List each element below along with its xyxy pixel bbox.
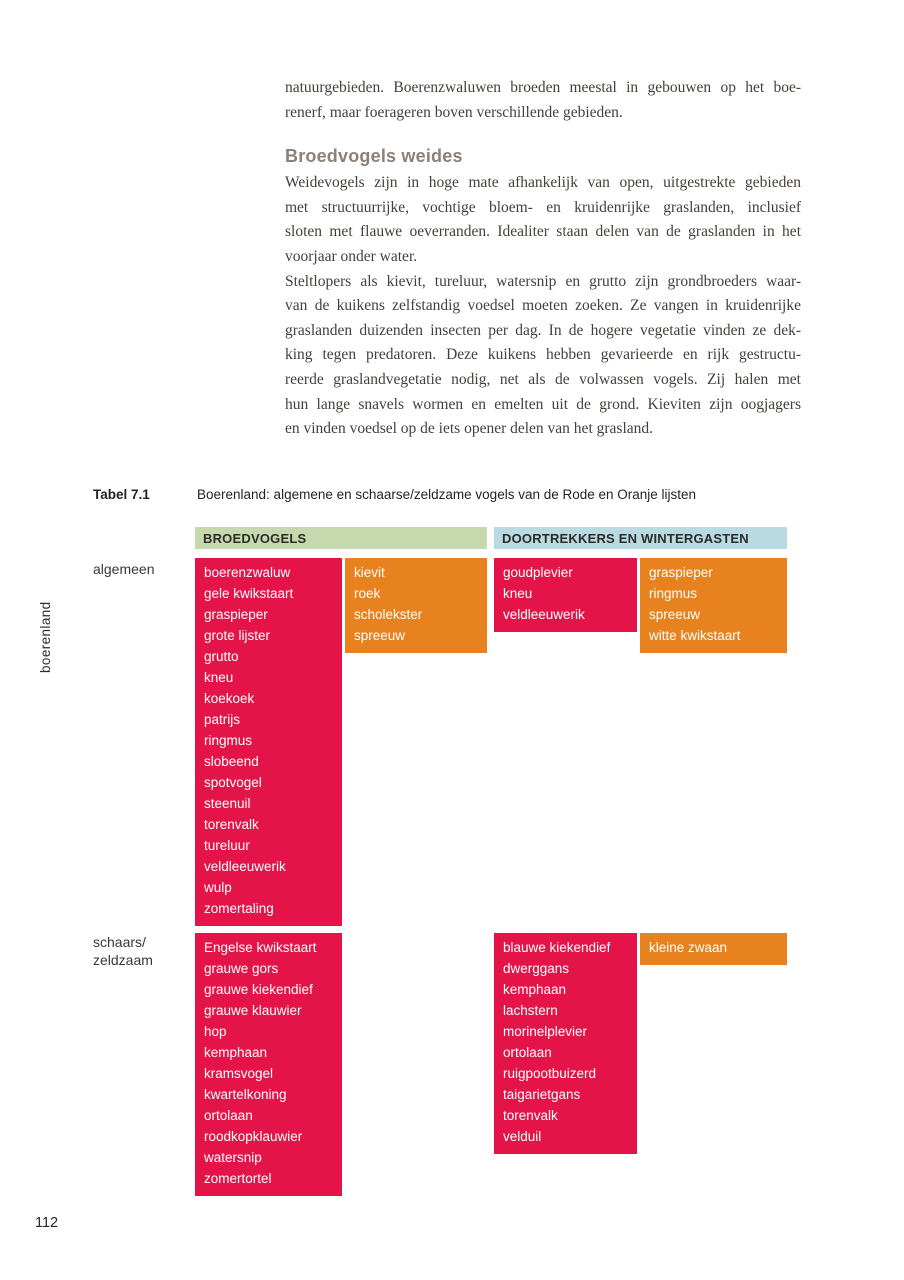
species-name: veldleeuwerik	[204, 859, 286, 874]
species-name: wulp	[204, 880, 232, 895]
species-name: ringmus	[649, 586, 698, 601]
text-line: king tegen predatoren. Deze kuikens hebben gevarieerde en rijk gestructu-	[285, 346, 801, 364]
species-name: roek	[354, 586, 381, 601]
species-name: spreeuw	[649, 607, 701, 622]
column-group-header-doortrekkers: DOORTREKKERS EN WINTERGASTEN	[494, 527, 787, 549]
text-line: met structuurrijke, vochtige bloem- en kruidenrijke graslanden, inclusief	[285, 198, 801, 216]
species-name: kramsvogel	[204, 1066, 274, 1081]
row-label-algemeen	[93, 560, 188, 578]
species-name: morinelplevier	[503, 1024, 588, 1039]
species-name: ringmus	[204, 733, 253, 748]
species-name: gele kwikstaart	[204, 586, 294, 601]
species-name: ortolaan	[503, 1045, 552, 1060]
species-name: koekoek	[204, 691, 255, 706]
text-line: natuurgebieden. Boerenzwaluwen broeden meestal in gebouwen op het boe-	[285, 79, 801, 96]
species-name: ruigpootbuizerd	[503, 1066, 597, 1081]
text-line: graslanden duizenden insecten per dag. In de hogere vegetatie vinden ze dek-	[285, 321, 801, 339]
species-name: roodkopklauwier	[204, 1129, 303, 1144]
text-line: en vinden voedsel op de iets opener delen van het grasland.	[285, 420, 654, 438]
species-name: Engelse kwikstaart	[204, 940, 317, 955]
species-name: spotvogel	[204, 775, 262, 790]
species-name: hop	[204, 1024, 227, 1039]
paragraph-weidevogels	[285, 171, 801, 269]
text-line: Steltlopers als kievit, tureluur, watersnip en grutto zijn grondbroeders waar-	[285, 272, 801, 290]
species-name: taigarietgans	[503, 1087, 581, 1102]
species-name: lachstern	[503, 1003, 558, 1018]
table-cell	[345, 558, 487, 653]
paragraph-intro	[285, 76, 801, 125]
species-name: graspieper	[649, 565, 713, 580]
species-name: goudplevier	[503, 565, 573, 580]
species-name: grauwe kiekendief	[204, 982, 313, 997]
column-group-header-broedvogels: BROEDVOGELS	[195, 527, 487, 549]
species-name: torenvalk	[503, 1108, 558, 1123]
species-name: blauwe kiekendief	[503, 940, 611, 955]
species-name: kemphaan	[204, 1045, 268, 1060]
text-line: voorjaar onder water.	[285, 247, 418, 265]
table-caption-label: Tabel 7.1	[93, 487, 150, 502]
species-name: slobeend	[204, 754, 259, 769]
row-label-schaars-zeldzaam	[93, 933, 188, 969]
page-number: 112	[35, 1215, 59, 1231]
text-line: schaars/	[93, 934, 146, 950]
species-name: scholekster	[354, 607, 423, 622]
text-line: Weidevogels zijn in hoge mate afhankelijk van open, uitgestrekte gebieden	[285, 174, 801, 192]
species-name: kemphaan	[503, 982, 567, 997]
species-name: spreeuw	[354, 628, 406, 643]
species-name: kneu	[503, 586, 533, 601]
species-name: grauwe klauwier	[204, 1003, 302, 1018]
species-name: graspieper	[204, 607, 268, 622]
text-line: algemeen	[93, 561, 155, 577]
species-name: kneu	[204, 670, 234, 685]
text-line: hun lange snavels wormen en emelten uit de grond. Kieviten zijn oogjagers	[285, 395, 801, 413]
species-name: patrijs	[204, 712, 241, 727]
text-line: renerf, maar foerageren boven verschillende gebieden.	[285, 103, 623, 121]
species-name: dwerggans	[503, 961, 570, 976]
species-name: grauwe gors	[204, 961, 279, 976]
table-cell	[640, 558, 787, 653]
species-name: boerenzwaluw	[204, 565, 291, 580]
table-cell	[195, 933, 342, 1196]
species-name: kwartelkoning	[204, 1087, 287, 1102]
species-name: grutto	[204, 649, 239, 664]
section-heading: Broedvogels weides	[285, 146, 463, 167]
table-cell	[640, 933, 787, 965]
paragraph-steltlopers	[285, 270, 801, 442]
species-name: velduil	[503, 1129, 542, 1144]
species-name: grote lijster	[204, 628, 271, 643]
text-line: sloten met flauwe oeverranden. Idealiter staan delen van de graslanden in het	[285, 223, 801, 241]
species-name: zomertortel	[204, 1171, 272, 1186]
species-name: ortolaan	[204, 1108, 253, 1123]
table-cell	[195, 558, 342, 926]
text-line: van de kuikens zelfstandig voedsel moeten zoeken. Ze vangen in kruidenrijke	[285, 297, 801, 315]
species-name: kievit	[354, 565, 385, 580]
text-line: zeldzaam	[93, 952, 153, 968]
species-name: torenvalk	[204, 817, 259, 832]
species-name: kleine zwaan	[649, 940, 728, 955]
species-name: watersnip	[204, 1150, 262, 1165]
species-name: steenuil	[204, 796, 251, 811]
species-name: zomertaling	[204, 901, 274, 916]
table-cell	[494, 558, 637, 632]
body-text	[285, 76, 801, 442]
text-line: reerde graslandvegetatie nodig, net als de volwassen vogels. Zij halen met	[285, 370, 801, 388]
species-name: tureluur	[204, 838, 250, 853]
table-cell	[494, 933, 637, 1154]
table-caption-text: Boerenland: algemene en schaarse/zeldzame vogels van de Rode en Oranje lijsten	[197, 487, 697, 502]
species-name: veldleeuwerik	[503, 607, 585, 622]
chapter-side-label: boerenland	[38, 601, 53, 673]
species-name: witte kwikstaart	[649, 628, 741, 643]
